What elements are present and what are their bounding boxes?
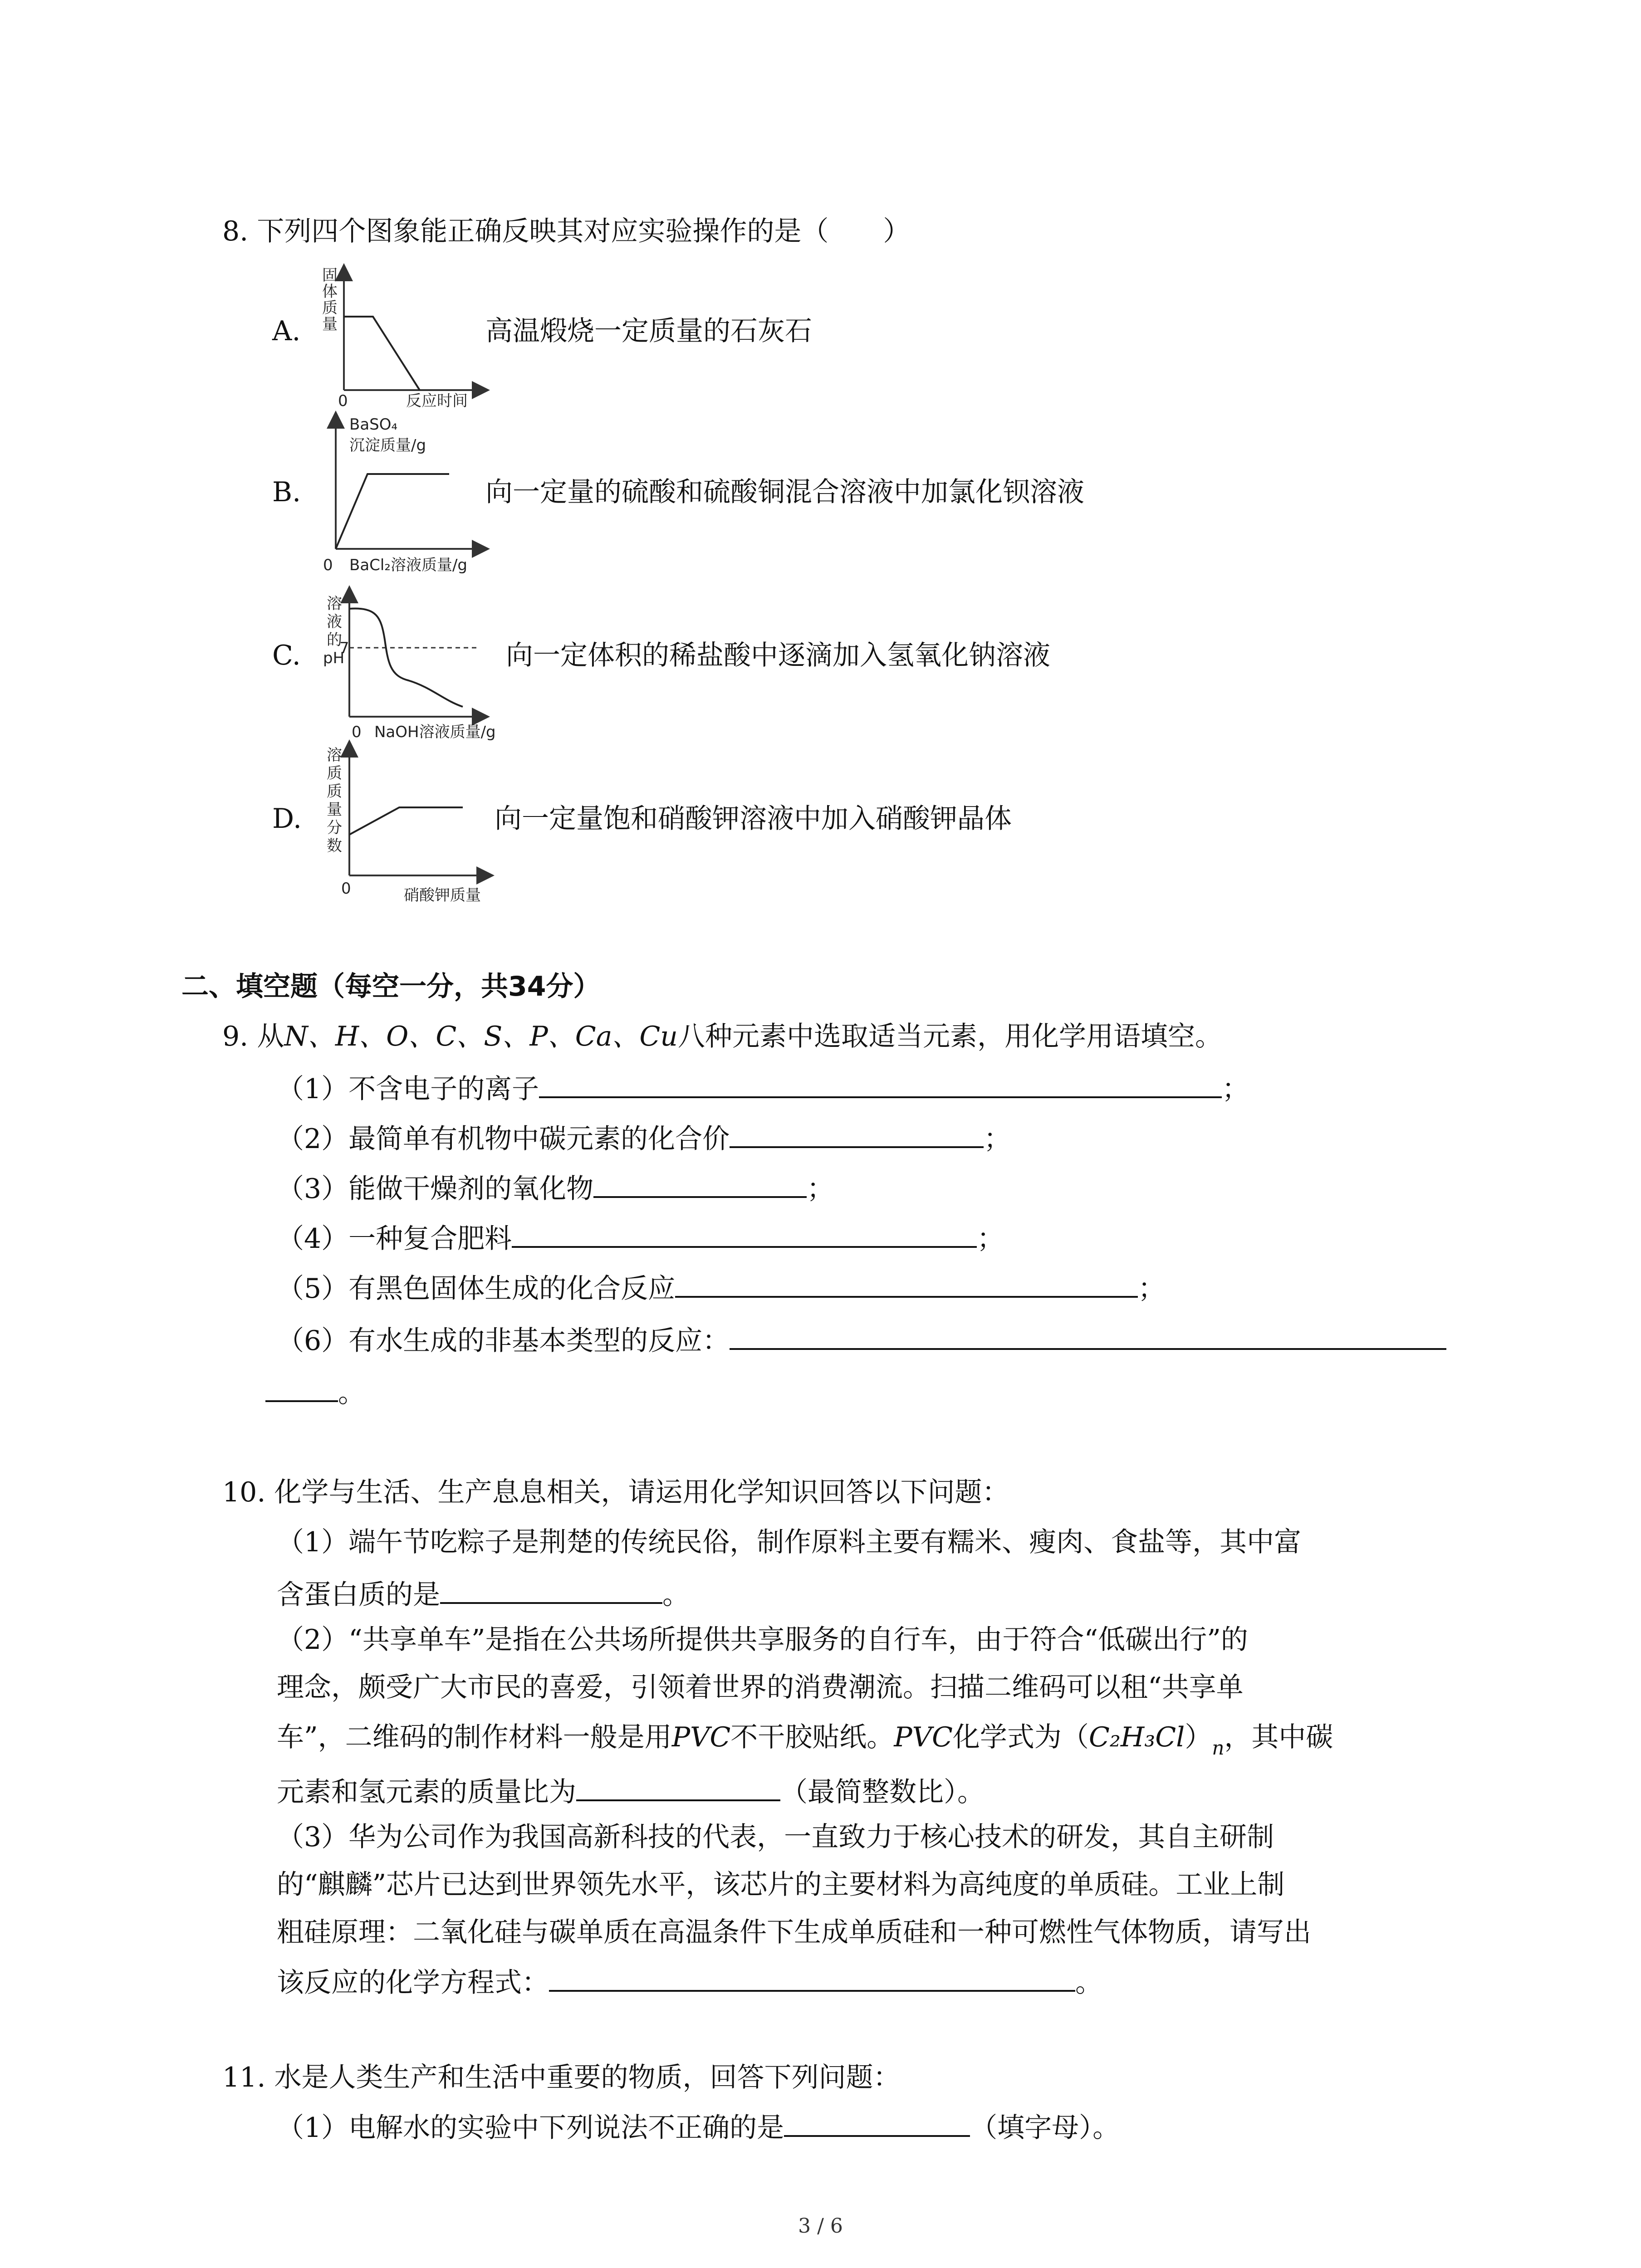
q9-answer-1[interactable] (539, 1068, 1222, 1098)
q8-a-ylabel-3: 质 (322, 299, 338, 317)
q8-option-b-letter: B. (272, 476, 301, 508)
q9-answer-6[interactable] (730, 1320, 1446, 1350)
q11-answer-1[interactable] (784, 2107, 970, 2137)
q11-p1: （1）电解水的实验中下列说法不正确的是 （填字母）。 (277, 2107, 1120, 2146)
q10-p3-line1: （3）华为公司作为我国高新科技的代表，一直致力于核心技术的研发，其自主研制 (277, 1821, 1274, 1853)
q8-b-curve (336, 474, 449, 549)
q8-d-ylabel-3: 质 (327, 782, 342, 801)
q8-chart-a (295, 268, 504, 417)
q8-option-c-letter: C. (272, 640, 301, 671)
page-number: 3 / 6 (798, 2214, 843, 2238)
q8-a-ylabel-2: 体 (322, 283, 338, 301)
q8-d-origin: 0 (341, 880, 351, 898)
q8-c-curve (349, 609, 463, 707)
q8-option-d-letter: D. (272, 803, 302, 835)
q9-item-2: （2）最简单有机物中碳元素的化合价 ； (277, 1118, 1011, 1157)
q8-b-origin: 0 (323, 556, 333, 574)
q8-stem: 8. 下列四个图象能正确反映其对应实验操作的是（ ） (222, 215, 911, 247)
q10-answer-1[interactable] (440, 1574, 662, 1604)
q8-b-ylabel-2: 沉淀质量/g (349, 436, 426, 455)
q8-a-curve (344, 317, 420, 390)
q10-p2-line1: （2）“共享单车”是指在公共场所提供共享服务的自行车，由于符合“低碳出行”的 (277, 1624, 1248, 1656)
q8-a-origin: 0 (338, 392, 348, 410)
q10-p2-line4: 元素和氢元素的质量比为 （最简整数比）。 (277, 1771, 985, 1810)
q10-p2-line3: 车”，二维码的制作材料一般是用PVC不干胶贴纸。PVC化学式为$(C_2H_3Cl)_n$，其中碳 (277, 1721, 1333, 1759)
q9-answer-5[interactable] (675, 1268, 1138, 1298)
q9-item-6-cont: 。 (265, 1372, 365, 1411)
q8-c-ylabel-1: 溶 (327, 595, 342, 613)
q8-option-a-text: 高温煅烧一定质量的石灰石 (485, 315, 812, 347)
q8-d-ylabel-1: 溶 (327, 746, 342, 764)
q8-a-ylabel-1: 固 (322, 266, 338, 284)
q8-d-ylabel-4: 量 (327, 801, 342, 819)
q8-c-ylabel-3: 的 (327, 631, 342, 649)
q10-p2-line2: 理念，颇受广大市民的喜爱，引领着世界的消费潮流。扫描二维码可以租“共享单 (277, 1672, 1244, 1703)
q8-chart-d (313, 744, 513, 907)
q8-d-xlabel: 硝酸钾质量 (404, 886, 481, 904)
pvc-formula: C₂H₃Cl (1088, 1721, 1185, 1753)
q10-stem: 10. 化学与生活、生产息息相关，请运用化学知识回答以下问题： (222, 1476, 1009, 1508)
q10-p3-line3: 粗硅原理：二氧化硅与碳单质在高温条件下生成单质硅和一种可燃性气体物质，请写出 (277, 1916, 1311, 1948)
q8-option-b-text: 向一定量的硫酸和硫酸铜混合溶液中加氯化钡溶液 (485, 476, 1084, 508)
q8-chart-c (313, 590, 522, 746)
q8-b-ylabel-1: BaSO₄ (349, 415, 398, 434)
q8-d-curve (349, 807, 463, 835)
q9-answer-4[interactable] (512, 1218, 977, 1248)
q10-answer-2[interactable] (576, 1771, 780, 1801)
q8-a-ylabel-4: 量 (322, 315, 338, 333)
q8-option-d-text: 向一定量饱和硝酸钾溶液中加入硝酸钾晶体 (495, 803, 1012, 835)
q9-item-6: （6）有水生成的非基本类型的反应： (277, 1320, 1446, 1359)
q10-p1-line1: （1）端午节吃粽子是荆楚的传统民俗，制作原料主要有糯米、瘦肉、食盐等，其中富 (277, 1526, 1302, 1558)
q8-c-ylabel-4: pH (323, 649, 345, 667)
q8-a-xlabel: 反应时间 (406, 392, 468, 410)
q8-c-origin: 0 (352, 723, 362, 741)
q11-stem: 11. 水是人类生产和生活中重要的物质，回答下列问题： (222, 2062, 901, 2093)
q8-c-ylabel-2: 液 (327, 613, 342, 631)
q8-option-a-letter: A. (272, 315, 301, 347)
q9-elements: N、H、O、C、S、P、Ca、Cu (284, 1021, 678, 1052)
q8-d-ylabel-2: 质 (327, 764, 342, 782)
q8-b-xlabel: BaCl₂溶液质量/g (349, 556, 468, 574)
q8-c-xlabel: NaOH溶液质量/g (374, 723, 496, 741)
q9-item-5: （5）有黑色固体生成的化合反应 ； (277, 1268, 1165, 1307)
q8-option-c-text: 向一定体积的稀盐酸中逐滴加入氢氧化钠溶液 (506, 640, 1050, 671)
q10-p3-line4: 该反应的化学方程式： 。 (277, 1962, 1102, 2001)
q9-answer-2[interactable] (730, 1118, 984, 1148)
q10-p1-line2: 含蛋白质的是 。 (277, 1574, 690, 1613)
q9-answer-3[interactable] (593, 1168, 807, 1198)
q8-d-ylabel-6: 数 (327, 837, 342, 855)
q9-item-4: （4）一种复合肥料 ； (277, 1218, 1004, 1257)
q8-chart-b (313, 411, 504, 578)
q8-d-ylabel-5: 分 (327, 819, 342, 837)
q10-p3-line2: 的“麒麟”芯片已达到世界领先水平，该芯片的主要材料为高纯度的单质硅。工业上制 (277, 1869, 1285, 1901)
q9-stem: 9. 从N、H、O、C、S、P、Ca、Cu八种元素中选取适当元素，用化学用语填空。 (222, 1021, 1222, 1052)
section-heading: 二、填空题（每空一分，共34分） (181, 971, 601, 1002)
q9-answer-6-cont[interactable] (265, 1372, 338, 1402)
q9-item-1: （1）不含电子的离子 ； (277, 1068, 1249, 1107)
q9-item-3: （3）能做干燥剂的氧化物 ； (277, 1168, 834, 1207)
q8-c-ytick: 7 (339, 639, 349, 657)
q10-answer-3[interactable] (549, 1962, 1075, 1992)
